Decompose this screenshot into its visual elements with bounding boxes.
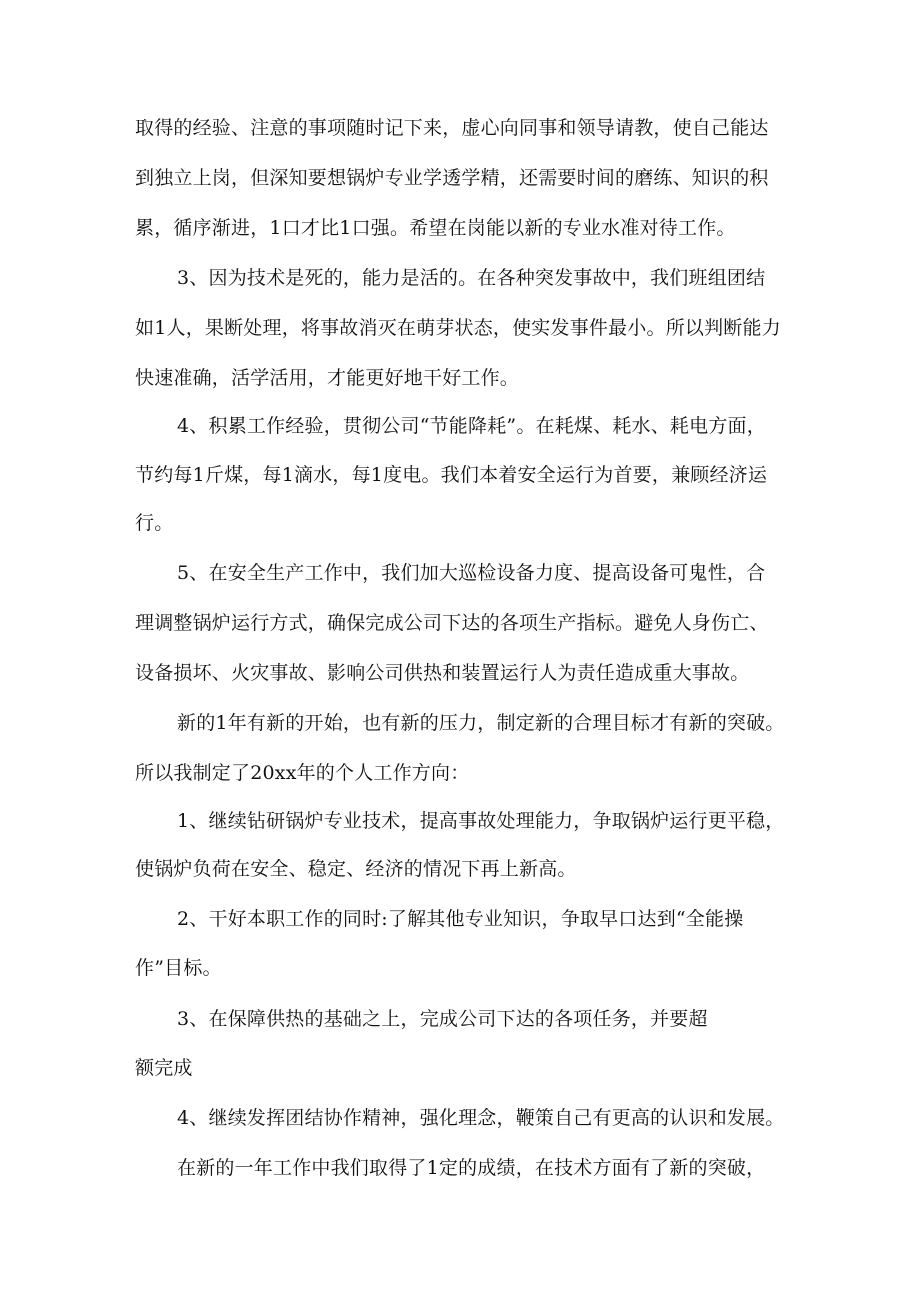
text-line-15: 1、继续钻研锅炉专业技术，提高事故处理能力，争取锅炉运行更平稳， bbox=[177, 810, 785, 832]
text-line-20: 额完成 bbox=[135, 1057, 193, 1079]
text-line-10: 5、在安全生产工作中，我们加大巡检设备力度、提高设备可鬼性，合 bbox=[177, 562, 766, 584]
text-line-3: 累，循序渐进，1口才比1口强。希望在岗能以新的专业水准对待工作。 bbox=[135, 217, 736, 239]
text-line-4: 3、因为技术是死的，能力是活的。在各种突发事故中，我们班组团结 bbox=[177, 267, 766, 289]
text-line-11: 理调整锅炉运行方式，确保完成公司下达的各项生产指标。避免人身伤亡、 bbox=[135, 612, 769, 634]
text-line-8: 节约每1斤煤，每1滴水，每1度电。我们本着安全运行为首要，兼顾经济运 bbox=[135, 464, 768, 486]
text-line-21: 4、继续发挥团结协作精神，强化理念，鞭策自己有更高的认识和发展。 bbox=[177, 1107, 785, 1129]
text-line-16: 使锅炉负荷在安全、稳定、经济的情况下再上新高。 bbox=[135, 858, 577, 880]
text-line-9: 行。 bbox=[135, 512, 174, 534]
text-line-22: 在新的一年工作中我们取得了1定的成绩，在技术方面有了新的突破， bbox=[177, 1157, 766, 1179]
text-line-5: 如1人，果断处理，将事故消灭在萌芽状态，使实发事件最小。所以判断能力 bbox=[135, 317, 781, 339]
text-line-14: 所以我制定了20xx年的个人工作方向： bbox=[135, 762, 470, 784]
text-line-17: 2、干好本职工作的同时:了解其他专业知识，争取早口达到“全能操 bbox=[177, 908, 744, 930]
text-line-12: 设备损坏、火灾事故、影响公司供热和装置运行人为责任造成重大事故。 bbox=[135, 662, 750, 684]
text-line-2: 到独立上岗，但深知要想锅炉专业学透学精，还需要时间的磨练、知识的积 bbox=[135, 167, 769, 189]
text-line-1: 取得的经验、注意的事项随时记下来，虚心向同事和领导请教，使自己能达 bbox=[135, 117, 769, 139]
text-line-6: 快速准确，活学活用，才能更好地干好工作。 bbox=[135, 367, 520, 389]
text-line-13: 新的1年有新的开始，也有新的压力，制定新的合理目标才有新的突破。 bbox=[177, 712, 785, 734]
text-line-7: 4、积累工作经验，贯彻公司“节能降耗”。在耗煤、耗水、耗电方面， bbox=[177, 415, 766, 437]
text-line-18: 作”目标。 bbox=[135, 957, 222, 979]
text-line-19: 3、在保障供热的基础之上，完成公司下达的各项任务，并要超 bbox=[177, 1008, 708, 1030]
